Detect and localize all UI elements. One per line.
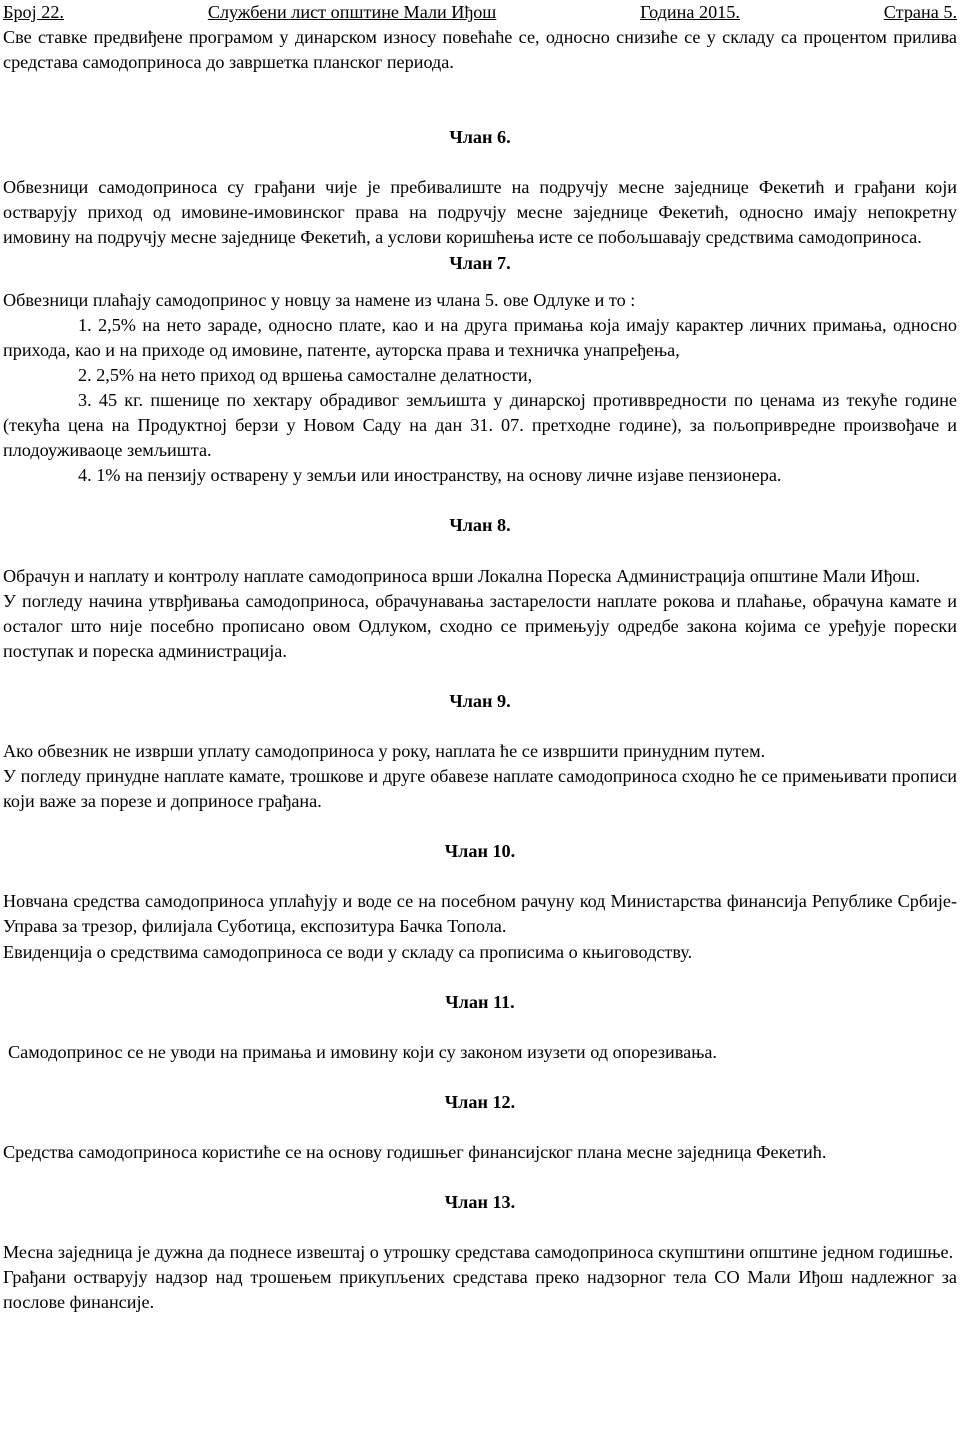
article-9-paragraph-2: У погледу принудне наплате камате, трошкове и друге обавезе наплате самодоприноса сходно ће се примењивати прописи који важе за порезе и доприносе грађана. <box>3 766 957 812</box>
article-10-heading: Члан 10. <box>444 841 516 862</box>
gazette-title: Службени лист општине Мали Иђош <box>207 2 497 22</box>
article-13-paragraph-1: Месна заједница је дужна да поднесе извештај о утрошку средстава самодоприноса скупштини општине једном годишње. <box>3 1242 954 1263</box>
article-7-item-1: 1. 2,5% на нето зараде, односно плате, као и на друга примања која имају карактер личних примања, односно прихода, као и на приходе од имовине, патенте, ауторска права и техничка унапређења, <box>3 314 957 360</box>
article-7-item-3: 3. 45 кг. пшенице по хектару обрадивог земљишта у динарској противвредности по ценама из текуће године (текућа цена на Продуктној берзи у Новом Саду на дан 31. 07. претходне године), за пољопривредне произвођаче и плодоуживаоце земљишта. <box>3 390 957 461</box>
article-7-item-2: 2. 2,5% на нето приход од вршења самосталне делатности, <box>78 364 533 385</box>
document-page <box>3 0 957 1315</box>
article-8-heading: Члан 8. <box>449 515 511 536</box>
article-7-lead: Обвезници плаћају самодопринос у новцу за намене из члана 5. ове Одлуке и то : <box>3 289 636 310</box>
article-6-heading: Члан 6. <box>449 127 511 148</box>
article-10-paragraph-1: Новчана средства самодоприноса уплаћују и воде се на посебном рачуну код Министарства финансија Републике Србије-Управа за трезор, филијала Суботица, експозитура Бачка Топола. <box>3 891 957 937</box>
article-13-heading: Члан 13. <box>444 1192 516 1212</box>
article-9-heading: Члан 9. <box>449 690 511 711</box>
page-header <box>3 0 957 25</box>
article-7-item-4: 4. 1% на пензију остварену у земљи или иностранству, на основу личне изјаве пензионера. <box>78 465 782 486</box>
issue-number: Број 22. <box>3 2 64 22</box>
intro-paragraph: Све ставке предвиђене програмом у динарском износу повећаће се, односно снизиће се у складу са процентом прилива средстава самодоприноса до завршетка планског периода. <box>3 27 957 73</box>
article-8-paragraph-2: У погледу начина утврђивања самодоприноса, обрачунавања застарелости наплате рокова и плаћање, обрачуна камате и осталог што није посебно прописано овом Одлуком, сходно се примењују одредбе закона којима се уређује порески поступак и пореска администрација. <box>3 590 957 661</box>
article-10-paragraph-2: Евиденција о средствима самодоприноса се води у складу са прописима о књиговодству. <box>3 941 693 962</box>
article-11-heading: Члан 11. <box>445 991 515 1012</box>
gazette-year: Година 2015. <box>640 2 740 22</box>
article-7-heading: Члан 7. <box>449 252 511 273</box>
article-12-heading: Члан 12. <box>444 1091 516 1112</box>
article-11-paragraph-1: Самодопринос се не уводи на примања и имовину који су законом изузети од опорезивања. <box>8 1041 717 1062</box>
article-8-paragraph-1: Обрачун и наплату и контролу наплате самодоприноса врши Локална Пореска Администрација општине Мали Иђош. <box>3 565 920 586</box>
page-number: Страна 5. <box>883 2 957 22</box>
article-13-paragraph-2: Грађани остварују надзор над трошењем прикупљених средстава преко надзорног тела СО Мали Иђош надлежног за послове финансије. <box>3 1267 957 1313</box>
article-12-paragraph-1: Средства самодоприноса користиће се на основу годишњег финансијског плана месне заједница Фекетић. <box>3 1141 827 1162</box>
article-9-paragraph-1: Ако обвезник не изврши уплату самодоприноса у року, наплата ће се извршити принудним путем. <box>3 740 766 761</box>
article-6-text: Обвезници самодоприноса су грађани чије је пребивалиште на подручју месне заједнице Фекетић и грађани који остварују приход од имовине-имовинског права на подручју месне заједнице Фекетић, односно имају непокретну имовину на подручју месне заједнице Фекетић, а услови коришћења исте се побољшавају средствима самодоприноса. <box>3 177 957 248</box>
